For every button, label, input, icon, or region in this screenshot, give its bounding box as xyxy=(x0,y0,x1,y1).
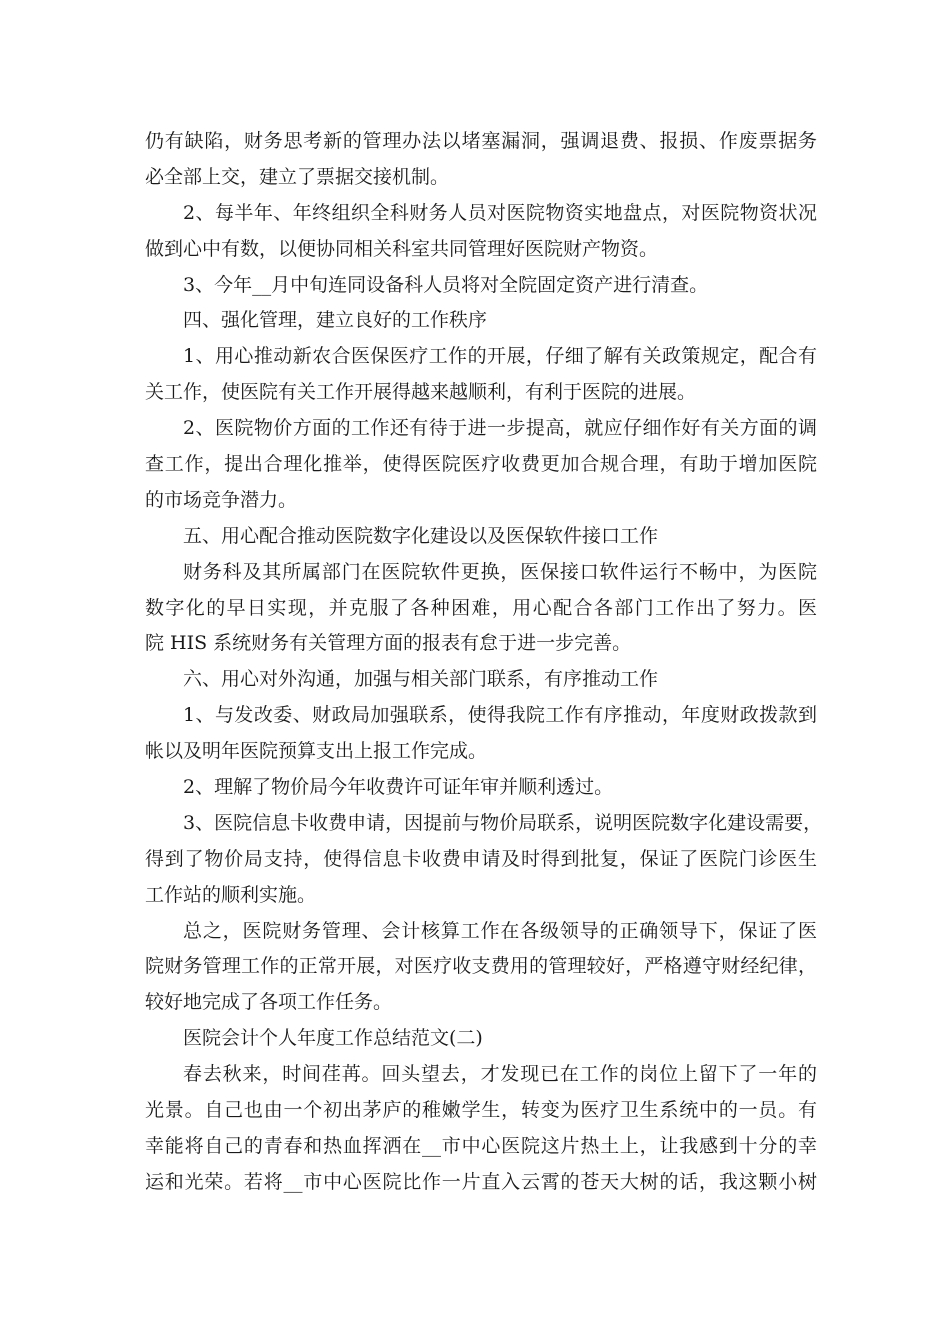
document-body xyxy=(145,124,823,1201)
paragraph-first-line: 五、用心配合推动医院数字化建设以及医保软件接口工作 xyxy=(183,524,659,547)
paragraph-line: 查工作，提出合理化推举，使得医院医疗收费更加合规合理，有助于增加医院 xyxy=(145,453,817,476)
paragraph-first-line: 2、每半年、年终组织全科财务人员对医院物资实地盘点，对医院物资状况 xyxy=(183,201,817,224)
paragraph-line: 光景。自己也由一个初出茅庐的稚嫩学生，转变为医疗卫生系统中的一员。有 xyxy=(145,1099,817,1122)
paragraph-first-line: 六、用心对外沟通，加强与相关部门联系，有序推动工作 xyxy=(183,668,659,691)
paragraph-line: 仍有缺陷，财务思考新的管理办法以堵塞漏洞，强调退费、报损、作废票据务 xyxy=(145,130,817,152)
paragraph-first-line: 1、用心推动新农合医保医疗工作的开展，仔细了解有关政策规定，配合有 xyxy=(183,345,817,368)
paragraph-line: 数字化的早日实现，并克服了各种困难，用心配合各部门工作出了努力。医 xyxy=(145,596,817,619)
paragraph-line: 关工作，使医院有关工作开展得越来越顺利，有利于医院的进展。 xyxy=(145,381,697,404)
paragraph-line: 做到心中有数，以便协同相关科室共同管理好医院财产物资。 xyxy=(145,237,659,260)
paragraph-first-line: 2、医院物价方面的工作还有待于进一步提高，就应仔细作好有关方面的调 xyxy=(183,417,817,440)
paragraph-line: 幸能将自己的青春和热血挥洒在__市中心医院这片热土上，让我感到十分的幸 xyxy=(145,1134,817,1157)
paragraph-line: 的市场竞争潜力。 xyxy=(145,488,298,511)
paragraph-line: 运和光荣。若将__市中心医院比作一片直入云霄的苍天大树的话，我这颗小树 xyxy=(145,1170,817,1193)
paragraph-line: 院 HIS 系统财务有关管理方面的报表有怠于进一步完善。 xyxy=(145,632,632,655)
paragraph-line: 必全部上交，建立了票据交接机制。 xyxy=(145,165,450,188)
paragraph-line: 帐以及明年医院预算支出上报工作完成。 xyxy=(145,740,488,763)
paragraph-first-line: 2、理解了物价局今年收费许可证年审并顺利透过。 xyxy=(183,776,614,799)
paragraph-first-line: 3、医院信息卡收费申请，因提前与物价局联系，说明医院数字化建设需要， xyxy=(183,811,823,834)
paragraph-first-line: 四、强化管理，建立良好的工作秩序 xyxy=(183,309,488,332)
paragraph-first-line: 医院会计个人年度工作总结范文(二) xyxy=(183,1027,483,1050)
paragraph-line: 较好地完成了各项工作任务。 xyxy=(145,991,393,1014)
paragraph-first-line: 总之，医院财务管理、会计核算工作在各级领导的正确领导下，保证了医 xyxy=(183,919,817,942)
paragraph-line: 院财务管理工作的正常开展，对医疗收支费用的管理较好，严格遵守财经纪律， xyxy=(145,955,817,978)
paragraph-first-line: 春去秋来，时间荏苒。回头望去，才发现已在工作的岗位上留下了一年的 xyxy=(183,1063,817,1086)
paragraph-first-line: 财务科及其所属部门在医院软件更换，医保接口软件运行不畅中，为医院 xyxy=(183,560,817,583)
paragraph-line: 工作站的顺利实施。 xyxy=(145,883,317,906)
paragraph-line: 得到了物价局支持，使得信息卡收费申请及时得到批复，保证了医院门诊医生 xyxy=(145,847,817,870)
paragraph-first-line: 1、与发改委、财政局加强联系，使得我院工作有序推动，年度财政拨款到 xyxy=(183,704,817,727)
paragraph-first-line: 3、今年__月中旬连同设备科人员将对全院固定资产进行清查。 xyxy=(183,273,709,296)
